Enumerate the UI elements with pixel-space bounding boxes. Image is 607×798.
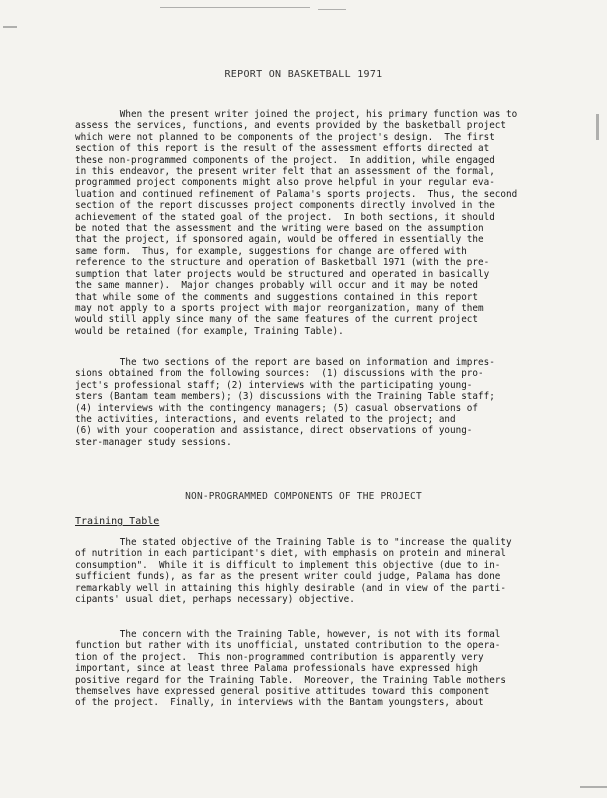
subsection-heading: Training Table — [75, 516, 160, 527]
body-paragraph-1: When the present writer joined the project, his primary function was to assess the services, functions, and events provided by the basketball project which were not planned to be components of the project's design. The first section of this report is the result of the assessment efforts directed at these non-programmed components of the project. In addition, while engaged in this endeavor, the present writer felt that an assessment of the formal, programmed project components might also prove helpful in your regular eva- luation and continued refinement of Palama's sports projects. Thus, the second section of the report discusses project components directly involved in the achievement of the stated goal of the project. In both sections, it should be noted that the assessment and the writing were based on the assumption that the project, if sponsored again, would be offered in essentially the same form. Thus, for example, suggestions for change are offered with reference to the structure and operation of Basketball 1971 (with the pre- sumption that later projects would be structured and operated in basically the same manner). Major changes probably will occur and it may be noted that while some of the comments and suggestions contained in this report may not apply to a sports project with major reorganization, many of them would still apply since many of the same features of the current project would be retained (for example, Training Table). — [75, 109, 518, 337]
scan-artifact-top — [160, 7, 310, 8]
scan-artifact-top-short — [318, 9, 346, 10]
scan-artifact-right — [596, 114, 599, 140]
document-title: REPORT ON BASKETBALL 1971 — [224, 69, 383, 80]
section-heading: NON-PROGRAMMED COMPONENTS OF THE PROJECT — [185, 491, 422, 502]
body-paragraph-3: The stated objective of the Training Table is to "increase the quality of nutrition in each participant's diet, with emphasis on protein and mineral consumption". While it is difficult to implement this objective (due to in- sufficient funds), as far as the present writer could judge, Palama has done remarkably well in attaining this highly desirable (and in view of the parti- cipants' usual diet, perhaps necessary) objective. — [75, 537, 512, 606]
scan-artifact-left — [3, 26, 17, 28]
body-paragraph-4: The concern with the Training Table, however, is not with its formal function but rather with its unofficial, unstated contribution to the opera- tion of the project. This non-programmed contribution is apparently very important, since at least three Palama professionals have expressed high positive regard for the Training Table. Moreover, the Training Table mothers themselves have expressed general positive attitudes toward this component of the project. Finally, in interviews with the Bantam youngsters, about — [75, 629, 506, 709]
scan-artifact-bottom-right — [580, 786, 607, 788]
body-paragraph-2: The two sections of the report are based on information and impres- sions obtained from the following sources: (1) discussions with the pro- ject's professional staff; (2) interviews with the participating young- sters (Bantam team members); (3) discussions with the Training Table staff; (4) interviews with the contingency managers; (5) casual observations of the activities, interactions, and events related to the project; and (6) with your cooperation and assistance, direct observations of young- ster-manager study sessions. — [75, 357, 495, 448]
